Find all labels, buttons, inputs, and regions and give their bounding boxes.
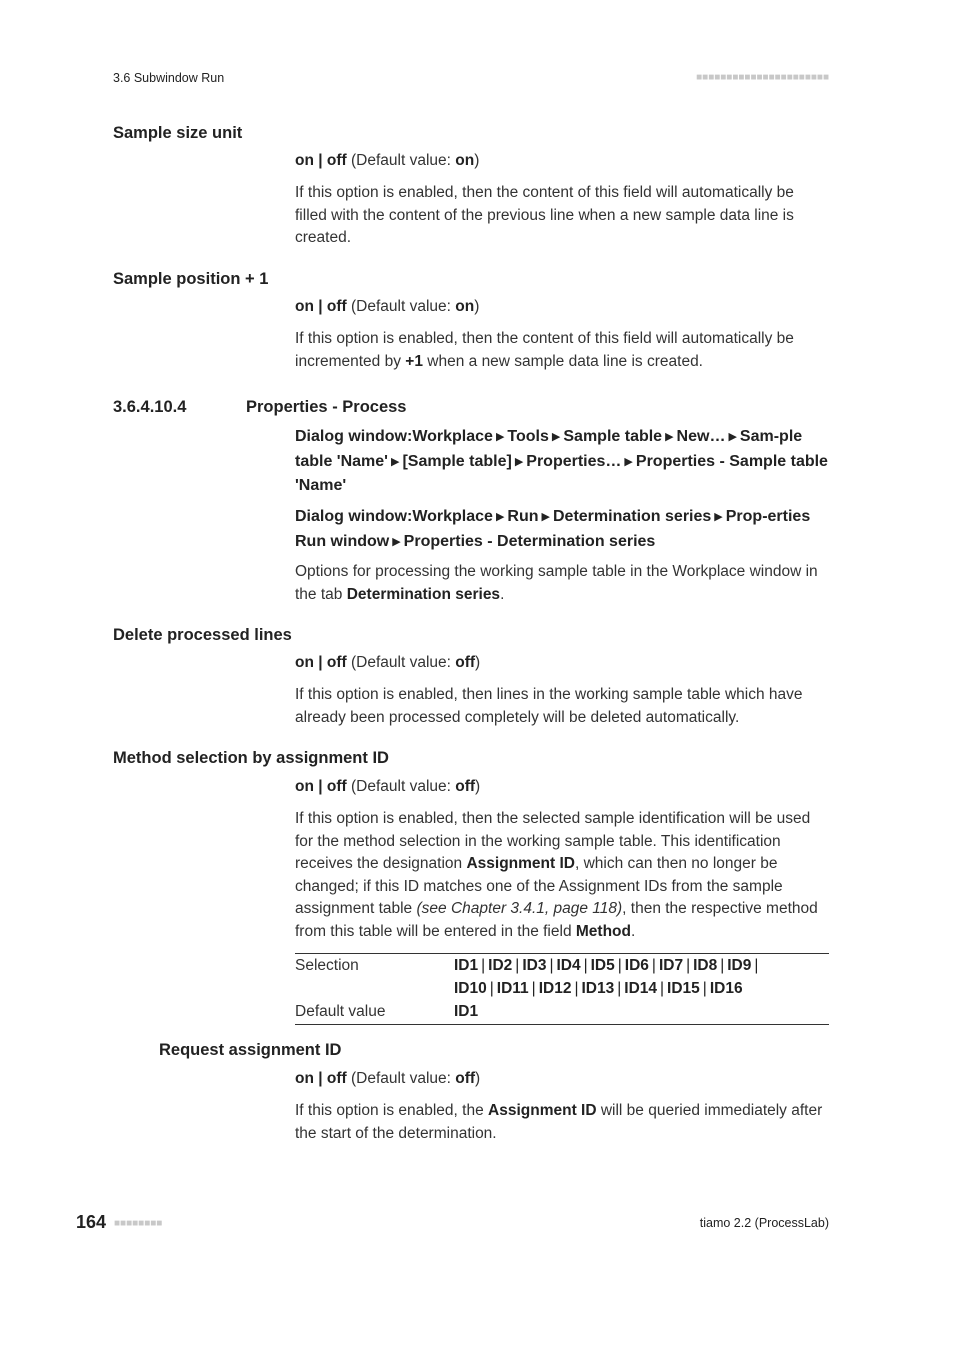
on-value: on [295,298,314,315]
product-name: tiamo 2.2 (ProcessLab) [699,1216,829,1230]
on-value: on [295,152,314,169]
option-separator: | [313,298,327,315]
path-item: Properties - Determination series [403,532,656,550]
sample-position-heading: Sample position + 1 [113,270,269,288]
selection-label: Selection [295,957,359,974]
desc-text: , then the respective method from this table will be entered in the field [295,900,818,940]
method-field-term: Method [575,922,631,940]
id-separator: | [754,957,759,974]
id-option: ID2 [488,957,513,974]
id-option: ID14 [624,979,658,997]
off-value: off [326,152,347,169]
id-separator: | [617,979,622,997]
path-item: Properties - Sample table 'Name' [295,452,828,494]
off-value: off [326,1070,347,1087]
table-row [295,1000,829,1024]
path-arrow-icon: ▶ [390,455,400,468]
path-arrow-icon: ▶ [541,511,550,523]
id-option: ID13 [581,979,615,997]
default-value: off [455,654,476,671]
sample-position-description [295,328,829,373]
path-item: Prop-erties Run window [295,508,811,550]
path-arrow-icon: ▶ [714,511,723,523]
id-separator: | [489,979,494,997]
path-item: Properties… [526,452,622,470]
id-separator: | [574,979,579,997]
delete-processed-options [295,652,829,675]
on-value: on [295,1070,314,1087]
default-value-label: Default value [295,1003,386,1020]
id-option: ID6 [624,957,649,974]
sample-position-options [295,296,829,319]
id-option: ID10 [454,979,487,997]
method-selection-heading: Method selection by assignment ID [113,749,389,767]
id-separator: | [531,979,536,997]
selection-table [295,953,829,1025]
id-separator: | [720,957,725,974]
increment-value: +1 [405,352,423,370]
path-arrow-icon: ▶ [495,511,505,523]
default-value: on [455,298,475,315]
path-arrow-icon: ▶ [624,455,633,468]
path-item: Tools [507,428,549,445]
running-header-dots: ■■■■■■■■■■■■■■■■■■■■■■ [696,72,829,83]
path-arrow-icon: ▶ [551,431,561,443]
sample-size-unit-options [295,150,829,173]
path-item: Sam-ple table 'Name' [295,428,803,470]
id-option: ID12 [538,979,572,997]
path-item: Run [507,508,539,525]
option-separator: | [313,152,327,169]
desc-text: If this option is enabled, then the selected sample identification will be used for the method selection in the working sample table. This identification receives the designation [295,810,811,872]
id-separator: | [481,957,486,974]
on-value: on [295,778,314,795]
default-suffix: ) [475,654,481,671]
default-prefix: (Default value: [346,152,456,169]
request-assignment-heading: Request assignment ID [159,1041,342,1059]
default-suffix: ) [474,152,480,169]
default-suffix: ) [475,1070,481,1087]
off-value: off [326,778,347,795]
path-arrow-icon: ▶ [514,455,524,468]
section-number: 3.6.4.10.4 [113,398,187,416]
path-item: Determination series [553,508,712,525]
option-separator: | [313,778,327,795]
default-suffix: ) [475,778,481,795]
on-value: on [295,654,314,671]
desc-text: when a new sample data line is created. [422,352,703,370]
off-value: off [326,298,347,315]
page-number: 164 [76,1212,107,1232]
path-arrow-icon: ▶ [665,431,674,443]
id-separator: | [660,979,665,997]
desc-text: If this option is enabled, the [295,1102,489,1119]
default-prefix: (Default value: [346,778,456,795]
default-value: off [455,1070,476,1087]
path-arrow-icon: ▶ [392,535,401,548]
path-item: [Sample table] [402,452,512,470]
desc-text: . [500,585,505,603]
method-selection-description [295,808,829,943]
request-assignment-description [295,1100,829,1145]
id-separator: | [583,957,588,974]
path-item: Sample table [563,428,663,445]
sample-size-unit-heading: Sample size unit [113,124,243,142]
section-description [295,561,829,606]
id-option: ID4 [556,957,581,974]
dialog-path-1 [295,425,829,498]
table-row [295,954,829,1001]
off-value: off [326,654,347,671]
id-option: ID3 [522,957,547,974]
default-prefix: (Default value: [346,654,456,671]
id-option: ID1 [454,957,479,974]
request-assignment-options [295,1068,829,1091]
chapter-reference-link[interactable]: (see Chapter 3.4.1, page 118) [416,900,623,917]
delete-processed-heading: Delete processed lines [113,626,292,644]
id-option: ID5 [590,957,615,974]
running-header-section: 3.6 Subwindow Run [113,71,225,85]
sample-size-unit-description: If this option is enabled, then the content of this field will automatically be filled with the content of the previous line when a new sample data line is created. [295,184,794,246]
path-arrow-icon: ▶ [495,431,505,443]
assignment-id-term: Assignment ID [488,1102,597,1119]
id-separator: | [686,957,691,974]
id-option: ID16 [709,979,743,997]
id-separator: | [617,957,622,974]
default-prefix: (Default value: [346,298,456,315]
id-option: ID8 [693,957,718,974]
default-prefix: (Default value: [346,1070,456,1087]
default-value: off [455,778,476,795]
id-option: ID7 [658,957,684,974]
option-separator: | [313,1070,327,1087]
id-separator: | [549,957,554,974]
id-separator: | [651,957,656,974]
default-value: on [455,152,475,169]
tab-name: Determination series [346,585,501,603]
method-selection-options [295,776,829,799]
desc-text: , which can then no longer be changed; if this ID matches one of the Assignment IDs from the sample assignment table [295,855,783,917]
dialog-path-2 [295,505,829,554]
desc-text: will be queried immediately after the start of the determination. [295,1102,823,1142]
id-option: ID11 [496,979,529,997]
id-separator: | [702,979,707,997]
desc-text: Options for processing the working sample table in the Workplace window in the tab [295,563,818,603]
path-item: New… [676,428,726,445]
desc-text: If this option is enabled, then the content of this field will automatically be incremented by [295,330,794,370]
path-arrow-icon: ▶ [728,431,737,443]
delete-processed-description: If this option is enabled, then lines in the working sample table which have already been processed completely will be deleted automatically. [295,686,803,726]
default-suffix: ) [474,298,480,315]
assignment-id-term: Assignment ID [466,855,575,872]
section-title: Properties - Process [246,398,407,416]
path-item: Dialog window:Workplace [295,428,493,445]
path-item: Dialog window:Workplace [295,508,493,525]
desc-text: . [630,922,636,940]
id-separator: | [515,957,520,974]
default-value-cell: ID1 [454,1003,479,1020]
id-option: ID9 [727,957,752,974]
option-separator: | [313,654,327,671]
footer-dots: ■■■■■■■■ [114,1218,163,1229]
id-option: ID15 [667,979,700,997]
selection-values [454,954,829,1001]
